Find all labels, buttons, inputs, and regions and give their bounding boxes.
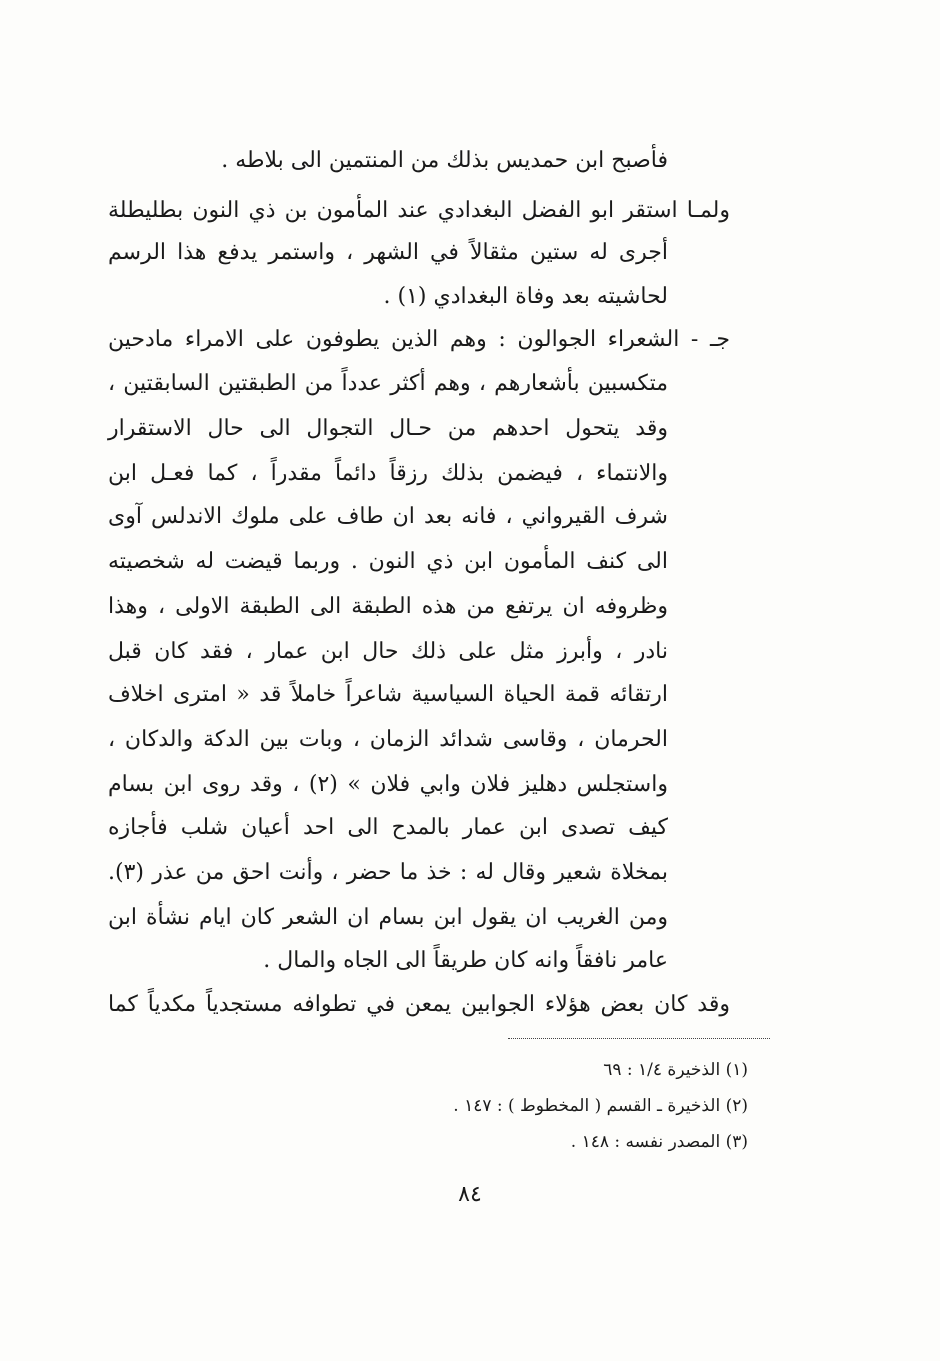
text-line: ولمـا استقر ابو الفضل البغدادي عند المأمون بن ذي النون بطليطلة <box>108 198 730 223</box>
text-line: والانتماء ، فيضمن بذلك رزقاً دائماً مقدراً ، كما فعـل ابن <box>108 461 668 486</box>
text-line: وظروفه ان يرتفع من هذه الطبقة الى الطبقة الاولى ، وهذا <box>108 594 668 619</box>
footnote: (٣) المصدر نفسه : ١٤٨ . <box>570 1132 748 1152</box>
text-line: الحرمان ، وقاسى شدائد الزمان ، وبات بين الدكة والدكان ، <box>108 727 668 752</box>
text-line: واستجلس دهليز فلان وابي فلان » (٢) ، وقد روى ابن بسام <box>108 772 668 797</box>
text-line: متكسبين بأشعارهم ، وهم أكثر عدداً من الطبقتين السابقتين ، <box>108 371 668 396</box>
text-line: وقد يتحول احدهم من حـال التجوال الى حال الاستقرار <box>108 416 668 441</box>
footnote: (٢) الذخيرة ـ القسم ( المخطوط ) : ١٤٧ . <box>453 1096 748 1116</box>
page-number: ٨٤ <box>458 1182 482 1207</box>
text-line: شرف القيرواني ، فانه بعد ان طاف على ملوك الاندلس آوى <box>108 504 668 529</box>
text-line: الى كنف المأمون ابن ذي النون . وربما قيضت له شخصيته <box>108 549 668 574</box>
footnote: (١) الذخيرة ١/٤ : ٦٩ <box>603 1060 748 1080</box>
text-line: جـ - الشعراء الجوالون : وهم الذين يطوفون على الامراء مادحين <box>108 327 730 352</box>
text-line: كيف تصدى ابن عمار بالمدح الى احد أعيان شلب فأجازه <box>108 815 668 840</box>
text-line: ومن الغريب ان يقول ابن بسام ان الشعر كان ايام نشأة ابن <box>108 905 668 930</box>
text-line: عامر نافقاً وانه كان طريقاً الى الجاه والمال . <box>263 948 668 973</box>
text-line: لحاشيته بعد وفاة البغدادي (١) . <box>383 284 668 309</box>
footnote-divider <box>508 1038 770 1039</box>
text-line: ارتقائه قمة الحياة السياسية شاعراً خاملاً قد « امترى اخلاف <box>108 682 668 707</box>
text-line: أجرى له ستين مثقالاً في الشهر ، واستمر يدفع هذا الرسم <box>108 240 668 265</box>
text-line: نادر ، وأبرز مثل على ذلك حال ابن عمار ، فقد كان قبل <box>108 639 668 664</box>
text-line: وقد كان بعض هؤلاء الجوابين يمعن في تطوافه مستجدياً مكدياً كما <box>108 992 730 1017</box>
text-line: بمخلاة شعير وقال له : خذ ما حضر ، وأنت احق من عذر (٣). <box>108 860 668 885</box>
text-line: فأصبح ابن حمديس بذلك من المنتمين الى بلاطه . <box>221 148 668 173</box>
